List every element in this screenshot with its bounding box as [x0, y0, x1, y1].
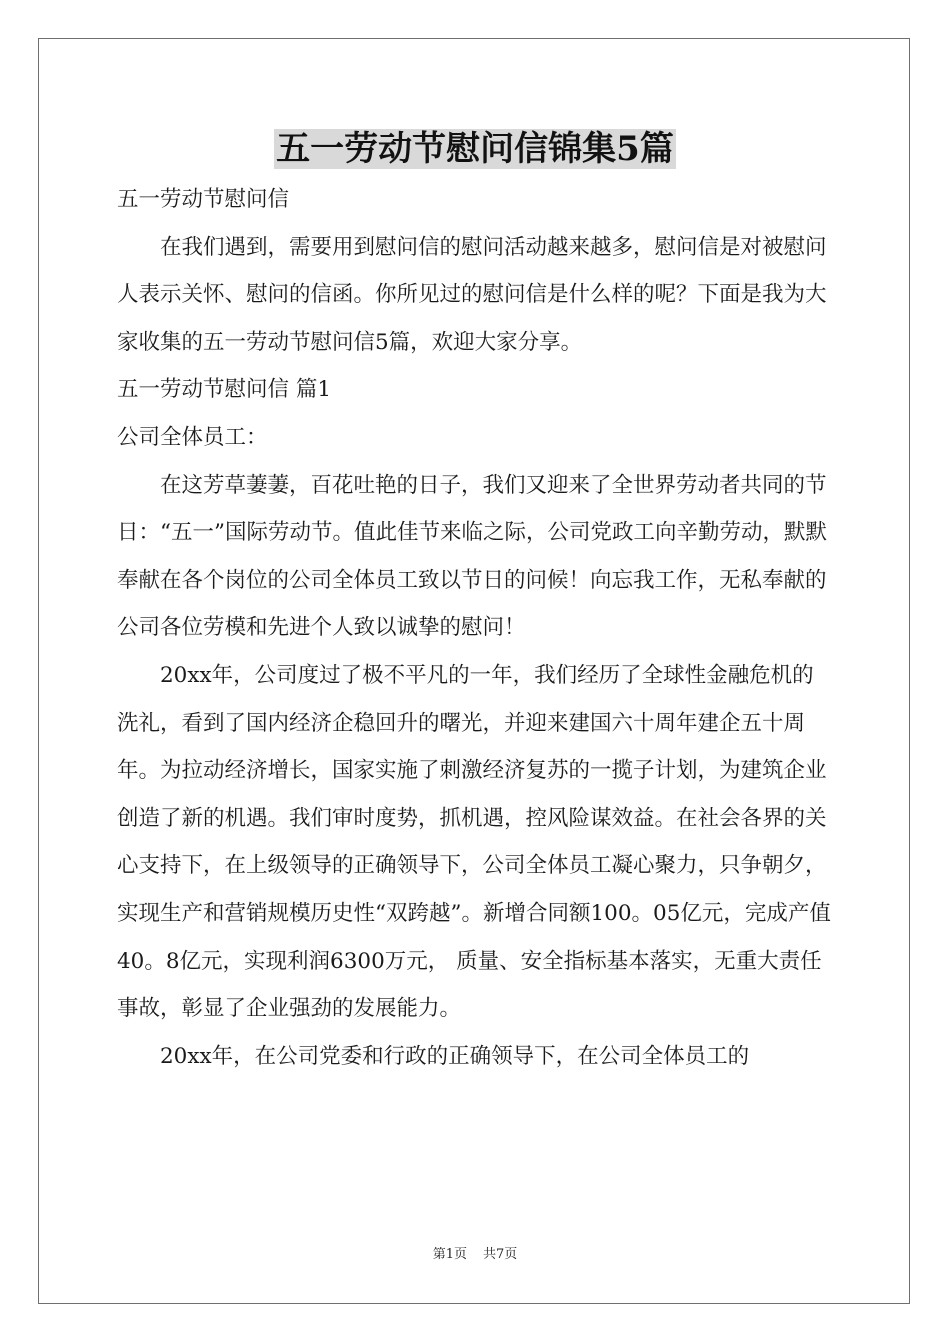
page-number: 第1页 — [432, 1247, 467, 1262]
body-paragraph: 公司全体员工： — [117, 424, 268, 450]
document-title — [0, 126, 950, 172]
body-paragraph: 20xx年，在公司党委和行政的正确领导下，在公司全体员工的 — [160, 1043, 750, 1069]
document-title-text: 五一劳动节慰问信锦集5篇 — [276, 129, 674, 169]
page-footer — [0, 1246, 950, 1264]
page-total: 共7页 — [483, 1247, 518, 1262]
body-paragraph: 在这芳草萋萋，百花吐艳的日子，我们又迎来了全世界劳动者共同的节日：“五一”国际劳动节。值此佳节来临之际，公司党政工向辛勤劳动，默默奉献在各个岗位的公司全体员工致以节日的问候！向忘我工作，无私奉献的公司各位劳模和先进个人致以诚挚的慰问！ — [117, 472, 827, 641]
body-paragraph: 五一劳动节慰问信 — [117, 187, 290, 212]
body-paragraph: 五一劳动节慰问信 篇1 — [117, 377, 332, 403]
body-paragraph: 在我们遇到，需要用到慰问信的慰问活动越来越多，慰问信是对被慰问人表示关怀、慰问的信函。你所见过的慰问信是什么样的呢？下面是我为大家收集的五一劳动节慰问信5篇，欢迎大家分享。 — [117, 234, 827, 355]
body-paragraph: 20xx年，公司度过了极不平凡的一年，我们经历了全球性金融危机的洗礼，看到了国内经济企稳回升的曙光，并迎来建国六十周年建企五十周年。为拉动经济增长，国家实施了刺激经济复苏的一揽子计划，为建筑企业创造了新的机遇。我们审时度势，抓机遇，控风险谋效益。在社会各界的关心支持下，在上级领导的正确领导下，公司全体员工凝心聚力，只争朝夕，实现生产和营销规模历史性“双跨越”。新增合同额100。05亿元，完成产值40。8亿元，实现利润6300万元， 质量、安全指标基本落实，无重大责任事故，彰显了企业强劲的发展能力。 — [117, 662, 831, 1022]
document-body — [117, 176, 833, 1080]
